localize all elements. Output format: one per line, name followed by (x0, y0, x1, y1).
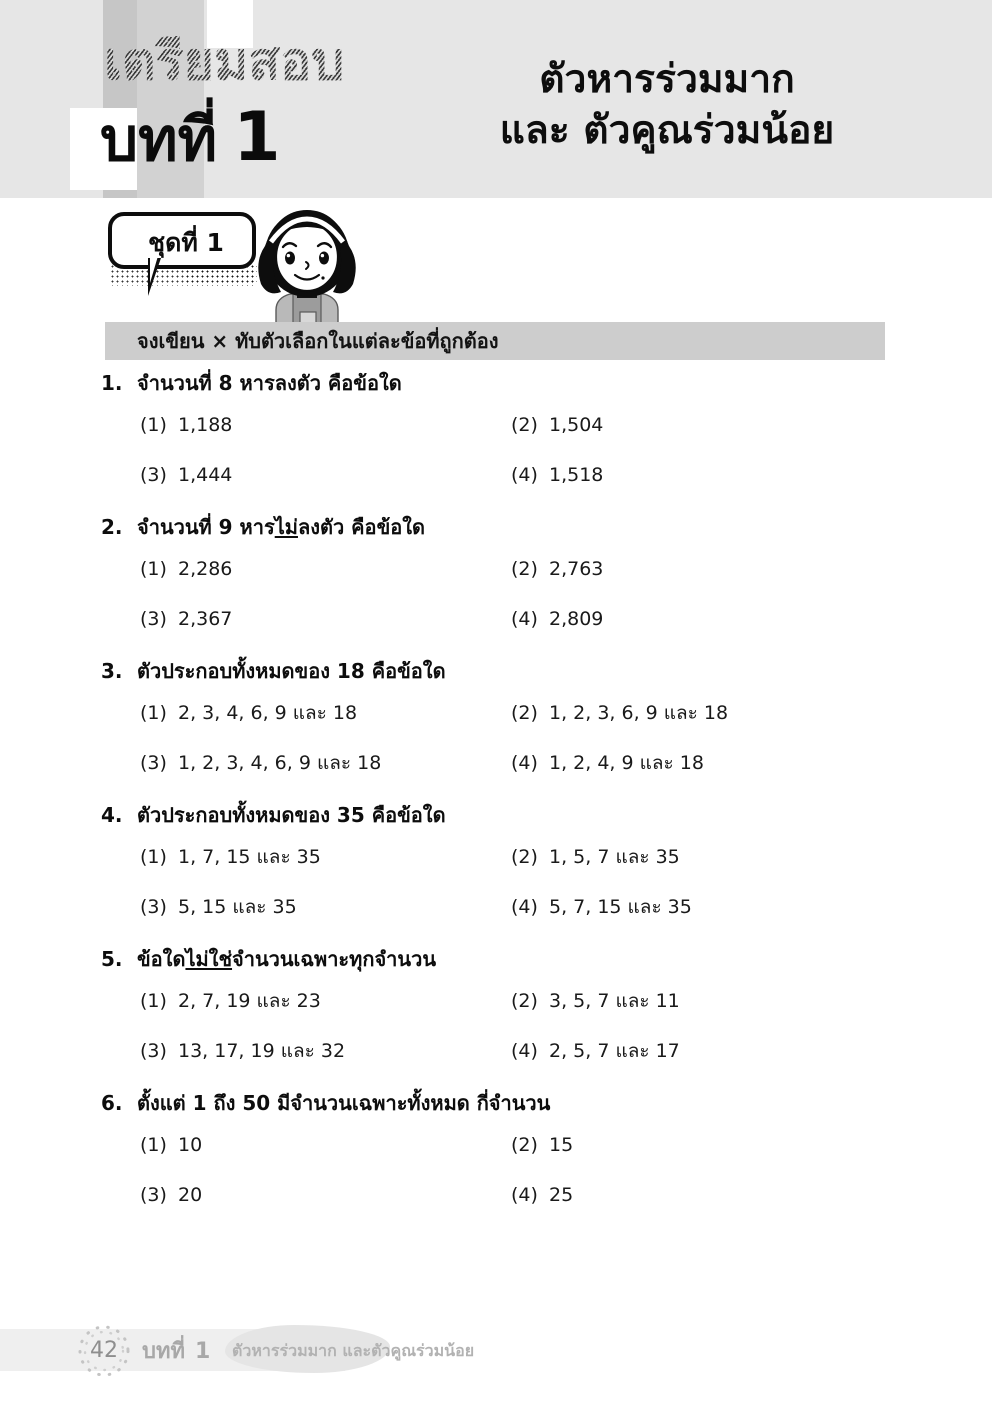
option-value: 1, 7, 15 และ 35 (178, 846, 321, 868)
option-marker: (3) (140, 1040, 167, 1062)
option-value: 1, 2, 4, 9 และ 18 (549, 752, 704, 774)
answer-option[interactable] (511, 606, 603, 632)
option-value: 1,188 (178, 414, 233, 436)
option-marker: (1) (140, 990, 167, 1012)
question-text (137, 512, 425, 542)
question-header (0, 944, 992, 988)
question-number: 5. (101, 947, 123, 971)
option-row (0, 1132, 992, 1182)
answer-option[interactable] (511, 844, 680, 870)
option-marker: (3) (140, 464, 167, 486)
option-marker: (1) (140, 558, 167, 580)
answer-option[interactable] (511, 1038, 680, 1064)
answer-option[interactable] (140, 556, 232, 582)
question-item (0, 800, 992, 944)
option-value: 1, 5, 7 และ 35 (549, 846, 680, 868)
answer-option[interactable] (511, 462, 603, 488)
question-text-emphasis: ไม่ใช่ (185, 947, 233, 971)
question-text-before: ตัวประกอบทั้งหมดของ 35 คือข้อใด (137, 803, 446, 827)
answer-option[interactable] (140, 462, 232, 488)
option-marker: (4) (511, 464, 538, 486)
question-number: 2. (101, 515, 123, 539)
chapter-topic-line-1: ตัวหารร่วมมาก (539, 57, 795, 102)
question-text (137, 368, 402, 398)
question-item (0, 1088, 992, 1232)
answer-option[interactable] (511, 750, 704, 776)
question-text-emphasis: ไม่ (274, 515, 298, 539)
option-marker: (1) (140, 846, 167, 868)
footer-chapter-word: บทที่ (142, 1339, 185, 1364)
question-item (0, 512, 992, 656)
option-marker: (1) (140, 414, 167, 436)
option-row (0, 412, 992, 462)
option-marker: (2) (511, 1134, 538, 1156)
option-marker: (2) (511, 414, 538, 436)
instruction-bar (105, 322, 885, 360)
question-number: 4. (101, 803, 123, 827)
option-marker: (1) (140, 702, 167, 724)
question-text (137, 656, 446, 686)
question-header (0, 1088, 992, 1132)
answer-option[interactable] (140, 988, 321, 1014)
question-header (0, 656, 992, 700)
option-value: 2, 7, 19 และ 23 (178, 990, 321, 1012)
footer-chapter-number: 1 (194, 1339, 211, 1364)
footer-chapter (142, 1333, 220, 1368)
option-value: 1,444 (178, 464, 233, 486)
option-value: 20 (178, 1184, 203, 1206)
option-value: 15 (549, 1134, 574, 1156)
option-marker: (4) (511, 608, 538, 630)
option-row (0, 606, 992, 656)
answer-option[interactable] (511, 1132, 573, 1158)
answer-option[interactable] (511, 988, 680, 1014)
answer-option[interactable] (511, 700, 728, 726)
question-header (0, 512, 992, 556)
question-text (137, 800, 446, 830)
answer-option[interactable] (511, 412, 603, 438)
question-text-before: จำนวนที่ 8 หารลงตัว คือข้อใด (137, 371, 402, 395)
question-number: 1. (101, 371, 123, 395)
option-value: 10 (178, 1134, 203, 1156)
answer-option[interactable] (140, 894, 297, 920)
option-value: 2, 5, 7 และ 17 (549, 1040, 680, 1062)
question-item (0, 944, 992, 1088)
answer-option[interactable] (140, 1038, 345, 1064)
question-item (0, 368, 992, 512)
option-value: 2,367 (178, 608, 233, 630)
option-value: 2,809 (549, 608, 604, 630)
option-value: 25 (549, 1184, 574, 1206)
girl-illustration-icon (248, 202, 366, 323)
option-value: 2,286 (178, 558, 233, 580)
exercise-set-banner (0, 198, 992, 323)
page-number: 42 (90, 1338, 118, 1363)
answer-option[interactable] (140, 412, 232, 438)
answer-option[interactable] (140, 1182, 202, 1208)
option-row (0, 988, 992, 1038)
option-marker: (2) (511, 702, 538, 724)
question-item (0, 656, 992, 800)
answer-option[interactable] (511, 1182, 573, 1208)
option-marker: (4) (511, 896, 538, 918)
option-marker: (3) (140, 608, 167, 630)
option-value: 5, 15 และ 35 (178, 896, 297, 918)
option-value: 13, 17, 19 และ 32 (178, 1040, 346, 1062)
question-text-after: ลงตัว คือข้อใด (297, 515, 425, 539)
question-text-after: จำนวนเฉพาะทุกจำนวน (232, 947, 436, 971)
answer-option[interactable] (511, 556, 603, 582)
chapter-number: 1 (233, 98, 281, 177)
answer-option[interactable] (140, 750, 381, 776)
question-number: 3. (101, 659, 123, 683)
option-row (0, 1038, 992, 1088)
page-footer (0, 1325, 992, 1377)
question-text-before: ตัวประกอบทั้งหมดของ 18 คือข้อใด (137, 659, 446, 683)
option-marker: (4) (511, 752, 538, 774)
option-value: 1, 2, 3, 4, 6, 9 และ 18 (178, 752, 382, 774)
answer-option[interactable] (140, 606, 232, 632)
option-value: 3, 5, 7 และ 11 (549, 990, 680, 1012)
footer-topic: ตัวหารร่วมมาก และตัวคูณร่วมน้อย (232, 1341, 475, 1360)
option-row (0, 894, 992, 944)
answer-option[interactable] (140, 700, 357, 726)
option-marker: (3) (140, 896, 167, 918)
answer-option[interactable] (140, 1132, 202, 1158)
chapter-topic-heading (432, 54, 902, 157)
chapter-word: บทที่ (100, 105, 218, 175)
question-text-before: ตั้งแต่ 1 ถึง 50 มีจำนวนเฉพาะทั้งหมด กี่จำนวน (137, 1091, 551, 1115)
question-list (0, 368, 992, 1232)
question-text (137, 1088, 550, 1118)
option-marker: (2) (511, 990, 538, 1012)
option-row (0, 844, 992, 894)
option-value: 1,518 (549, 464, 604, 486)
option-value: 2, 3, 4, 6, 9 และ 18 (178, 702, 358, 724)
prepare-exam-title: เตรียมสอบ (104, 32, 345, 92)
option-marker: (4) (511, 1040, 538, 1062)
question-header (0, 800, 992, 844)
option-row (0, 1182, 992, 1232)
option-marker: (1) (140, 1134, 167, 1156)
page-header (0, 0, 992, 198)
question-text (137, 944, 436, 974)
option-row (0, 700, 992, 750)
header-left-group (0, 0, 470, 198)
option-value: 5, 7, 15 และ 35 (549, 896, 692, 918)
option-value: 2,763 (549, 558, 604, 580)
option-marker: (3) (140, 752, 167, 774)
option-marker: (2) (511, 558, 538, 580)
answer-option[interactable] (511, 894, 692, 920)
question-header (0, 368, 992, 412)
bubble-tail-inner (150, 256, 174, 283)
option-value: 1,504 (549, 414, 604, 436)
chapter-title (100, 98, 281, 177)
option-marker: (4) (511, 1184, 538, 1206)
option-marker: (2) (511, 846, 538, 868)
exercise-set-label: ชุดที่ 1 (148, 228, 224, 257)
question-text-before: จำนวนที่ 9 หาร (137, 515, 275, 539)
option-row (0, 556, 992, 606)
option-row (0, 462, 992, 512)
option-value: 1, 2, 3, 6, 9 และ 18 (549, 702, 729, 724)
option-row (0, 750, 992, 800)
question-number: 6. (101, 1091, 123, 1115)
chapter-topic-line-2: และ ตัวคูณร่วมน้อย (499, 108, 835, 154)
answer-option[interactable] (140, 844, 321, 870)
question-text-before: ข้อใด (137, 947, 186, 971)
instruction-text: จงเขียน × ทับตัวเลือกในแต่ละข้อที่ถูกต้อง (137, 329, 499, 353)
option-marker: (3) (140, 1184, 167, 1206)
